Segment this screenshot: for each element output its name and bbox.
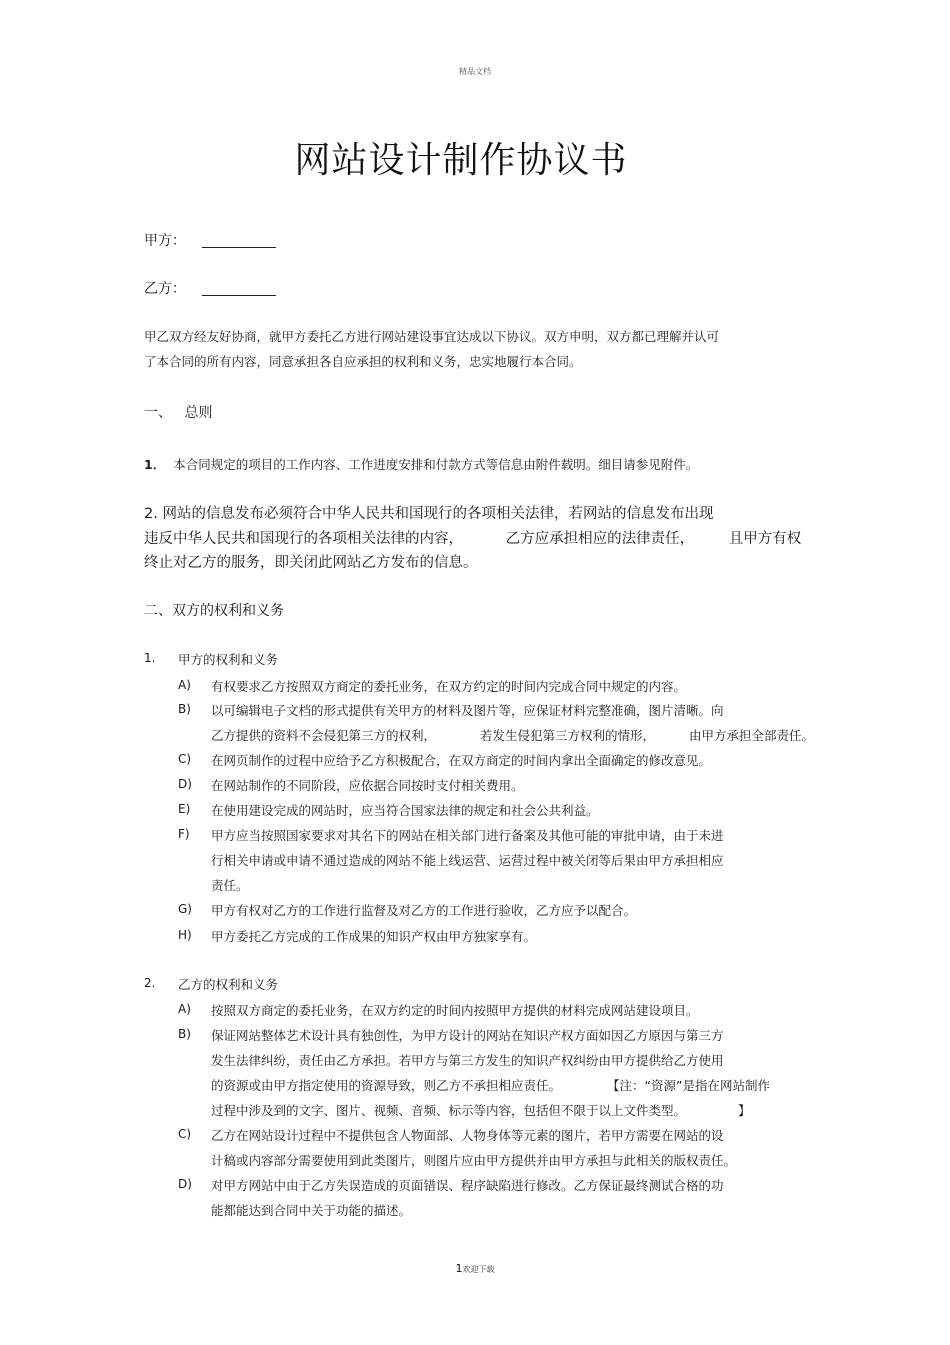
party-b-blank <box>202 281 276 296</box>
clause-1-2-line-3: 终止对乙方的服务，即关闭此网站乙方发布的信息。 <box>144 555 478 571</box>
section-1-title: 总则 <box>184 405 213 421</box>
sub-1-F-line-3: 责任。 <box>211 878 249 893</box>
document-title: 网站设计制作协议书 <box>294 140 628 181</box>
sub-2-C-line-1: 乙方在网站设计过程中不提供包含人物面部、人物身体等元素的图片，若甲方需要在网站的设 <box>211 1128 724 1143</box>
sub-2-B-label: B) <box>178 1027 191 1041</box>
sub-2-D-line-2: 能都能达到合同中关于功能的描述。 <box>211 1203 412 1218</box>
clause-1-2-line-2 <box>144 527 801 548</box>
footer-text: 欢迎下载 <box>462 1265 495 1274</box>
party-b-label: 乙方： <box>144 281 186 297</box>
clause-1-2-line-2-part-a: 违反中华人民共和国现行的各项相关法律的内容， <box>144 531 463 547</box>
sub-1-F-line-1: 甲方应当按照国家要求对其名下的网站在相关部门进行备案及其他可能的审批申请，由于未进 <box>211 828 724 843</box>
sub-1-E-label: E) <box>178 802 191 816</box>
sub-2-B-line-4-part-a: 过程中涉及到的文字、图片、视频、音频、标示等内容，包括但不限于以上文件类型。 <box>211 1103 687 1118</box>
sub-2-C-label: C) <box>178 1127 192 1141</box>
clause-1-1 <box>144 455 698 473</box>
section-1-heading <box>144 402 212 422</box>
party-a-label: 甲方： <box>144 233 186 249</box>
sub-2-title: 乙方的权利和义务 <box>178 977 279 992</box>
sub-2-A-label: A) <box>178 1002 191 1016</box>
section-2-heading: 二、双方的权利和义务 <box>144 603 284 619</box>
sub-1-B-line-2-part-a: 乙方提供的资料不会侵犯第三方的权利， <box>211 728 437 743</box>
sub-1-B-line-2-part-b: 若发生侵犯第三方权利的情形， <box>480 728 656 743</box>
page-number: 1 <box>455 1262 463 1275</box>
sub-2-B-line-3-part-a: 的资源或由甲方指定使用的资源导致，则乙方不承担相应责任。 <box>211 1078 562 1093</box>
sub-1-number: 1. <box>144 651 156 665</box>
sub-1-F-line-2: 行相关申请或申请不通过造成的网站不能上线运营、运营过程中被关闭等后果由甲方承担相应 <box>211 853 724 868</box>
clause-1-2-line-2-part-c: 且甲方有权 <box>728 531 802 547</box>
sub-1-A-text: 有权要求乙方按照双方商定的委托业务，在双方约定的时间内完成合同中规定的内容。 <box>211 679 687 694</box>
sub-1-H-label: H) <box>178 928 192 942</box>
party-b-line <box>144 278 276 298</box>
party-a-blank <box>202 233 276 248</box>
sub-2-number: 2. <box>144 976 156 990</box>
page-header: 精品文档 <box>459 67 491 76</box>
sub-2-D-line-1: 对甲方网站中由于乙方失误造成的页面错误、程序缺陷进行修改。乙方保证最终测试合格的功 <box>211 1178 724 1193</box>
sub-1-B-label: B) <box>178 702 191 716</box>
sub-1-C-text: 在网页制作的过程中应给予乙方积极配合，在双方商定的时间内拿出全面确定的修改意见。 <box>211 753 712 768</box>
page-footer <box>0 1262 950 1275</box>
sub-1-B-line-1: 以可编辑电子文档的形式提供有关甲方的材料及图片等，应保证材料完整准确，图片清晰。向 <box>211 703 724 718</box>
sub-2-B-line-2: 发生法律纠纷，责任由乙方承担。若甲方与第三方发生的知识产权纠纷由甲方提供给乙方使用 <box>211 1053 724 1068</box>
clause-1-2-line-1: 2. 网站的信息发布必须符合中华人民共和国现行的各项相关法律，若网站的信息发布出现 <box>144 506 714 522</box>
party-a-line <box>144 230 276 250</box>
sub-1-F-label: F) <box>178 827 190 841</box>
sub-2-C-line-2: 计稿或内容部分需要使用到此类图片，则图片应由甲方提供并由甲方承担与此相关的版权责任。 <box>211 1153 737 1168</box>
sub-1-A-label: A) <box>178 678 191 692</box>
sub-2-B-line-3 <box>211 1076 770 1094</box>
sub-2-B-line-4 <box>211 1101 751 1119</box>
sub-2-B-note-end: 】 <box>738 1103 751 1118</box>
sub-2-B-line-1: 保证网站整体艺术设计具有独创性，为甲方设计的网站在知识产权方面如因乙方原因与第三方 <box>211 1028 724 1043</box>
sub-1-G-text: 甲方有权对乙方的工作进行监督及对乙方的工作进行验收，乙方应予以配合。 <box>211 903 637 918</box>
sub-1-B-line-2-part-c: 由甲方承担全部责任。 <box>689 728 815 743</box>
sub-2-A-text: 按照双方商定的委托业务，在双方约定的时间内按照甲方提供的材料完成网站建设项目。 <box>211 1003 699 1018</box>
sub-1-C-label: C) <box>178 752 192 766</box>
sub-2-B-note-start: 【注：“资源”是指在网站制作 <box>607 1078 770 1093</box>
sub-2-D-label: D) <box>178 1177 192 1191</box>
sub-1-H-text: 甲方委托乙方完成的工作成果的知识产权由甲方独家享有。 <box>211 929 537 944</box>
sub-1-E-text: 在使用建设完成的网站时，应当符合国家法律的规定和社会公共利益。 <box>211 803 599 818</box>
clause-1-1-number: 1． <box>144 457 166 472</box>
clause-1-1-text: 本合同规定的项目的工作内容、工作进度安排和付款方式等信息由附件载明。细目请参见附件。 <box>173 457 699 472</box>
section-1-number: 一、 <box>144 405 172 421</box>
sub-1-D-text: 在网站制作的不同阶段，应依据合同按时支付相关费用。 <box>211 778 524 793</box>
sub-1-B-line-2 <box>211 726 814 744</box>
sub-1-G-label: G) <box>178 902 192 916</box>
sub-1-D-label: D) <box>178 777 192 791</box>
clause-1-2-line-2-part-b: 乙方应承担相应的法律责任， <box>505 531 695 547</box>
intro-line-2: 了本合同的所有内容，同意承担各自应承担的权利和义务，忠实地履行本合同。 <box>144 354 582 369</box>
sub-1-title: 甲方的权利和义务 <box>178 652 279 667</box>
intro-line-1: 甲乙双方经友好协商，就甲方委托乙方进行网站建设事宜达成以下协议。双方申明，双方都已理解并认可 <box>144 329 720 344</box>
